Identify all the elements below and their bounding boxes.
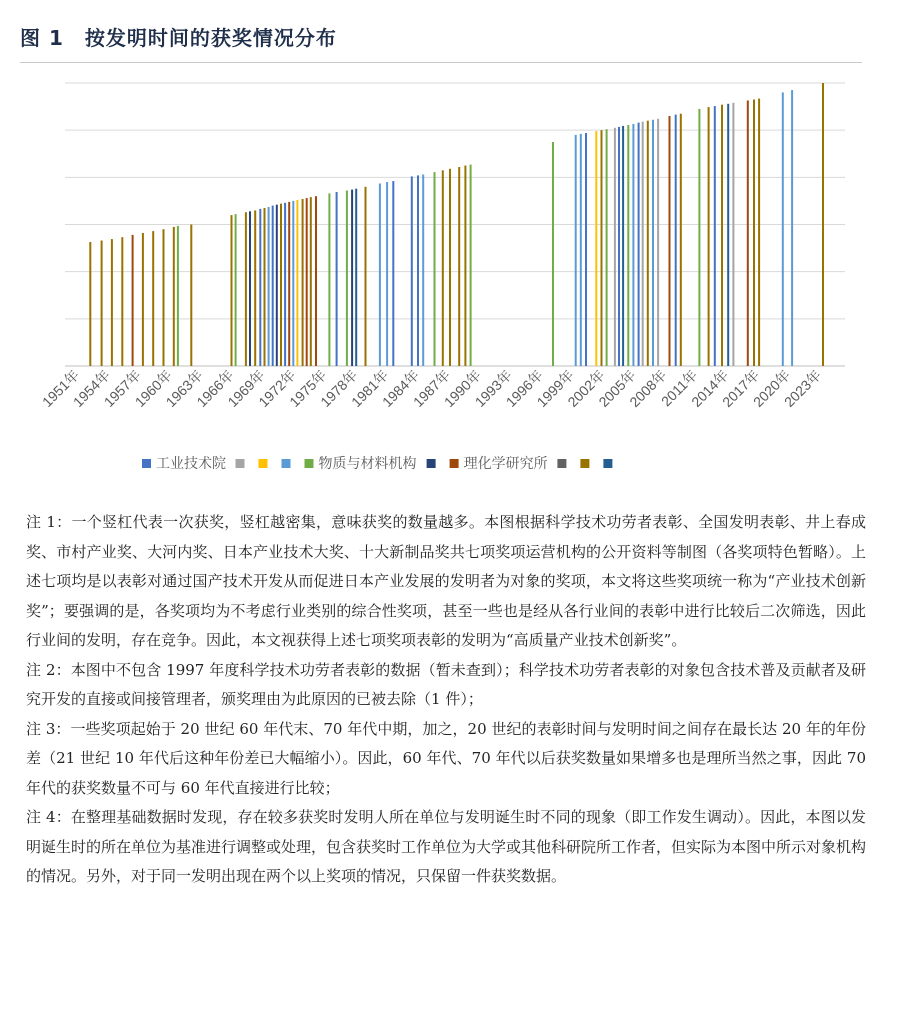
x-tick-label: 2020年	[749, 366, 794, 411]
bar	[708, 107, 710, 366]
bar	[142, 233, 144, 366]
legend-swatch	[282, 459, 291, 468]
x-tick-label: 1987年	[409, 366, 454, 411]
bar	[601, 130, 603, 366]
bar	[417, 175, 419, 366]
bar	[627, 125, 629, 366]
bar	[552, 142, 554, 366]
legend-swatch	[142, 459, 151, 468]
legend-swatch	[450, 459, 459, 468]
legend-swatch	[580, 459, 589, 468]
bar	[442, 170, 444, 366]
x-tick-label: 1972年	[255, 366, 299, 411]
bar	[675, 115, 677, 366]
bar	[657, 119, 659, 366]
bar	[259, 209, 261, 366]
bar	[276, 205, 278, 366]
bar	[632, 124, 634, 366]
bar	[280, 204, 282, 366]
bar	[652, 120, 654, 366]
bar	[302, 199, 304, 366]
bar	[306, 198, 308, 366]
note-2: 注 2：本图中不包含 1997 年度科学技术功劳者表彰的数据（暂未查到）；科学技术功劳者表彰的对象包含技术普及贡献者及研究开发的直接或间接管理者，颁奖理由为此原因的已被去除（1 件）；	[26, 660, 866, 708]
bar	[89, 242, 91, 366]
legend-swatch	[259, 459, 268, 468]
bar	[614, 128, 616, 366]
bar	[669, 116, 671, 366]
bar	[822, 83, 824, 366]
bar	[698, 109, 700, 366]
bar	[351, 190, 353, 366]
bar	[249, 211, 251, 366]
bar	[747, 101, 749, 367]
x-tick-label: 1966年	[193, 366, 237, 411]
bar	[411, 176, 413, 366]
x-tick-label: 1978年	[317, 366, 361, 411]
legend-swatch	[557, 459, 566, 468]
bar	[173, 227, 175, 366]
bar	[580, 134, 582, 366]
x-tick-label: 1963年	[162, 366, 206, 411]
bar	[132, 235, 134, 366]
bar	[464, 166, 466, 367]
bar	[284, 203, 286, 366]
bar	[647, 121, 649, 366]
note-3: 注 3：一些奖项起始于 20 世纪 60 年代末、70 年代中期，加之，20 世纪的表彰时间与发明时间之间存在最长达 20 年的年份差（21 世纪 10 年代后这种年份差已大幅缩小）。因此，60 年代、70 年代以后获奖数量如果增多也是理所当然之事，因此 70 年代的获奖数量不可与 60 年代直接进行比较；	[26, 719, 866, 797]
bar	[727, 104, 729, 366]
bar	[422, 175, 424, 367]
bar	[264, 208, 266, 366]
x-tick-label: 1957年	[100, 366, 144, 411]
bar	[782, 92, 784, 366]
bar	[638, 123, 640, 366]
bar	[622, 126, 624, 366]
legend-swatch	[603, 459, 612, 468]
x-axis-ticks	[39, 367, 824, 410]
bar	[231, 215, 233, 366]
legend-label: 工业技术院	[156, 456, 226, 472]
note-1: 注 1：一个竖杠代表一次获奖，竖杠越密集，意味获奖的数量越多。本图根据科学技术功劳者表彰、全国发明表彰、井上春成奖、市村产业奖、大河内奖、日本产业技术大奖、十大新制品奖共七项奖项运营机构的公开资料等制图（各奖项特色暂略）。上述七项均是以表彰对通过国产技术开发从而促进日本产业发展的发明者为对象的奖项，本文将这些奖项统一称为“产业技术创新奖”；要强调的是，各奖项均为不考虑行业类别的综合性奖项，甚至一些也是经从各行业间的表彰中进行比较后二次筛选，因此行业间的发明，存在竞争。因此，本文视获得上述七项奖项表彰的发明为“高质量产业技术创新奖”。	[26, 513, 866, 649]
x-tick-label: 2005年	[595, 366, 639, 411]
bar	[292, 201, 294, 366]
bar	[449, 169, 451, 366]
x-tick-label: 1990年	[440, 366, 485, 411]
x-tick-label: 1993年	[471, 366, 515, 411]
x-tick-label: 2002年	[564, 366, 608, 411]
bar	[606, 129, 608, 366]
bar	[336, 192, 338, 366]
bar	[245, 212, 247, 366]
note-4: 注 4：在整理基础数据时发现，存在较多获奖时发明人所在单位与发明诞生时不同的现象（即工作发生调动）。因此，本图以发明诞生时的所在单位为基准进行调整或处理，包含获奖时工作单位为大学或其他科研院所工作者，但实际为本图中所示对象机构的情况。另外，对于同一发明出现在两个以上奖项的情况，只保留一件获奖数据。	[26, 808, 867, 885]
bar	[328, 193, 330, 366]
award-distribution-chart	[0, 0, 904, 500]
x-tick-label: 1999年	[533, 366, 577, 411]
legend	[142, 455, 612, 472]
bar	[355, 189, 357, 366]
bar	[434, 172, 436, 366]
bar	[177, 226, 179, 366]
x-tick-label: 1996年	[502, 366, 546, 411]
x-tick-label: 1954年	[69, 366, 114, 411]
bar	[365, 187, 367, 366]
bar	[642, 122, 644, 366]
bar	[575, 135, 577, 366]
bar	[268, 207, 270, 366]
bar	[585, 133, 587, 366]
x-tick-label: 1975年	[286, 366, 330, 411]
bar	[310, 197, 312, 366]
bar	[296, 200, 298, 366]
x-tick-label: 2008年	[626, 366, 670, 411]
bar	[272, 206, 274, 366]
bar	[758, 99, 760, 366]
bar	[379, 184, 381, 367]
legend-swatch	[427, 459, 436, 468]
bar	[346, 191, 348, 367]
x-tick-label: 2011年	[657, 366, 701, 410]
bar	[163, 229, 165, 366]
figure-title: 图 1 按发明时间的获奖情况分布	[20, 26, 337, 50]
bar	[190, 225, 192, 367]
bar	[680, 114, 682, 366]
legend-swatch	[236, 459, 245, 468]
bar	[732, 103, 734, 366]
x-tick-label: 1969年	[224, 366, 268, 411]
bar	[753, 100, 755, 367]
bar	[618, 127, 620, 366]
bar	[235, 214, 237, 366]
bar	[714, 106, 716, 366]
bar	[721, 105, 723, 366]
bar	[121, 237, 123, 366]
bar	[386, 182, 388, 366]
bar	[288, 202, 290, 366]
x-tick-label: 2014年	[688, 366, 732, 411]
bar	[101, 241, 103, 367]
x-tick-label: 1984年	[378, 366, 423, 411]
bar	[458, 167, 460, 366]
legend-label: 理化学研究所	[463, 456, 548, 472]
legend-label: 物质与材料机构	[318, 456, 417, 472]
bar	[470, 165, 472, 366]
x-tick-label: 2017年	[719, 366, 763, 411]
bar	[152, 231, 154, 366]
bar	[315, 196, 317, 366]
bar	[791, 90, 793, 366]
bar	[111, 239, 113, 366]
x-tick-label: 1981年	[348, 366, 392, 411]
figure-notes	[26, 508, 866, 892]
x-tick-label: 1960年	[131, 366, 175, 411]
x-tick-label: 2023年	[780, 366, 825, 411]
bar	[595, 131, 597, 366]
bar	[254, 210, 256, 366]
legend-swatch	[305, 459, 314, 468]
bar	[392, 181, 394, 366]
x-tick-label: 1951年	[38, 366, 83, 411]
